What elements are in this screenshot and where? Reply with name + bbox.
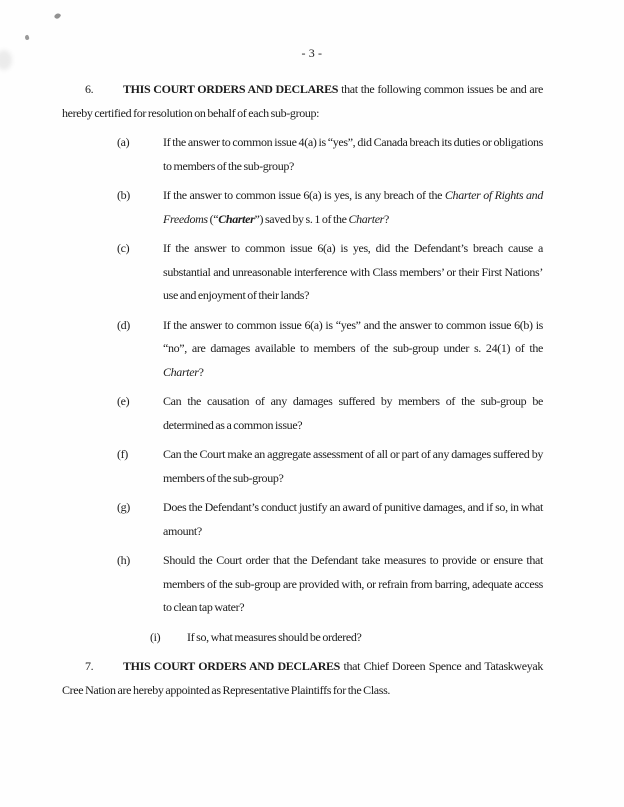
paragraph-6-number: 6. (85, 82, 94, 96)
item-g-text: Does the Defendant’s conduct justify an award of punitive damages, and if so, in what amount? (163, 500, 543, 538)
page-number: - 3 - (301, 46, 323, 60)
item-a (62, 131, 543, 178)
item-e (62, 390, 543, 437)
item-c (62, 237, 543, 308)
paragraph-7-number: 7. (85, 659, 94, 673)
item-c-text: If the answer to common issue 6(a) is yes, did the Defendant’s breach cause a substantial and unreasonable interference with Class members’ or their First Nations’ use and enjoyment of their lands? (163, 241, 543, 302)
paragraph-7 (62, 655, 543, 702)
item-h (62, 549, 543, 620)
paragraph-7-text: THIS COURT ORDERS AND DECLARES that Chief Doreen Spence and Tataskweyak Cree Nation are hereby appointed as Representative Plaintiffs for the Class. (62, 659, 543, 697)
item-h-i-label: (i) (150, 629, 161, 644)
item-f-label: (f) (117, 447, 128, 461)
item-d (62, 314, 543, 385)
item-a-label: (a) (117, 135, 130, 149)
item-f-text: Can the Court make an aggregate assessment of all or part of any damages suffered by members of the sub-group? (163, 447, 543, 485)
item-f (62, 443, 543, 490)
paragraph-6-text: THIS COURT ORDERS AND DECLARES that the following common issues be and are hereby certified for resolution on behalf of each sub-group: (62, 82, 544, 120)
item-c-label: (c) (117, 241, 130, 255)
paragraph-6 (62, 78, 543, 125)
item-a-text: If the answer to common issue 4(a) is “yes”, did Canada breach its duties or obligations to members of the sub-group? (163, 135, 543, 173)
item-b-label: (b) (117, 188, 130, 202)
item-b (62, 184, 543, 231)
item-e-label: (e) (117, 394, 130, 408)
item-b-text: If the answer to common issue 6(a) is yes, is any breach of the Charter of Rights and Freedoms (“Charter”) saved by s. 1 of the Charter? (163, 188, 543, 226)
item-h-label: (h) (117, 553, 130, 567)
item-d-label: (d) (117, 317, 130, 332)
scan-artifact (24, 34, 29, 40)
document-body (62, 78, 543, 708)
item-g-label: (g) (117, 500, 130, 514)
item-h-i-text: If so, what measures should be ordered? (187, 629, 362, 644)
item-h-text: Should the Court order that the Defendant take measures to provide or ensure that members of the sub-group are provided with, or refrain from barring, adequate access to clean tap water? (163, 553, 543, 614)
item-d-text: If the answer to common issue 6(a) is “yes” and the answer to common issue 6(b) is “no”, are damages available to members of the sub-group under s. 24(1) of the Charter? (163, 317, 543, 379)
item-e-text: Can the causation of any damages suffered by members of the sub-group be determined as a common issue? (163, 394, 543, 432)
item-g (62, 496, 543, 543)
scan-artifact (54, 12, 62, 20)
item-h-i (62, 626, 543, 650)
